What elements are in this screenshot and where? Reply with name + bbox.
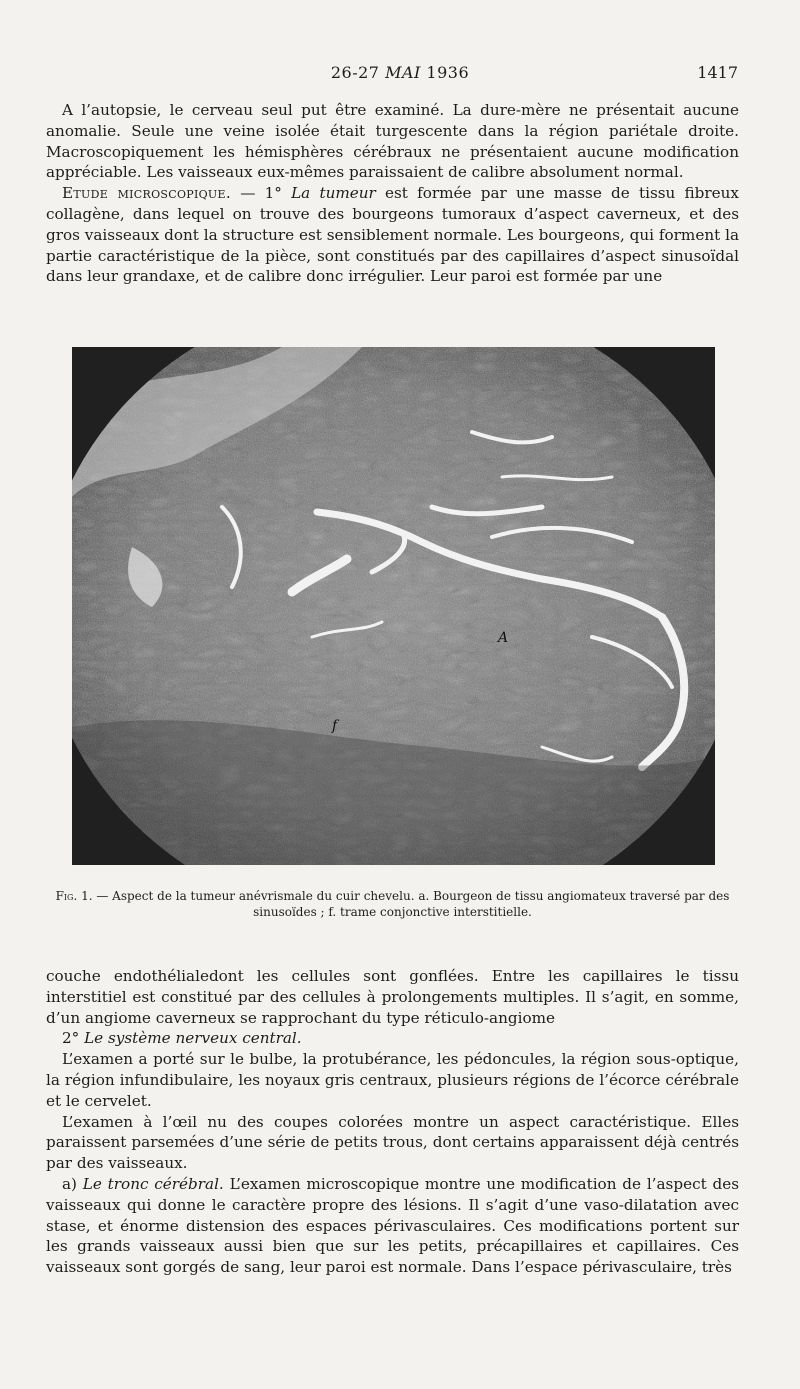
paragraph-naked-eye: L’examen à l’œil nu des coupes colorées montre un aspect caractéristique. Elles paraissent parsemées d’une série de petits trous, dont certains apparaissent déjà centrés par des vaisseaux.: [46, 1112, 739, 1173]
brainstem-letter: a): [62, 1174, 83, 1193]
subheading-number: 2°: [62, 1029, 85, 1048]
paragraph-autopsy: A l’autopsie, le cerveau seul put être examiné. La dure-mère ne présentait aucune anomalie. Seule une veine isolée était turgescente dans la région pariétale droite. Macroscopiquement les hémisphères cérébraux ne présentaient aucune modification appréciable. Les vaisseaux eux-mêmes paraissaient de calibre absolument normal.: [46, 101, 739, 182]
micrograph-image: [72, 347, 715, 865]
caption-text: Aspect de la tumeur anévrismale du cuir chevelu. a. Bourgeon de tissu angiomateux traversé par des sinusoïdes ; f. trame conjonctive interstitielle.: [112, 889, 730, 919]
subheading-tumor: La tumeur: [291, 184, 376, 203]
micrograph-figure: [72, 347, 715, 865]
brainstem-text: L’examen microscopique montre une modification de l’aspect des vaisseaux qui donne le caractère propre des lésions. Il s’agit d’une vaso-dilatation avec stase, et énorme distension des espaces périvasculaires. Ces modifications portent sur les grands vaisseaux aussi bien que sur les petits, précapillaires et capillaires. Ces vaisseaux sont gorgés de sang, leur paroi est normale. Dans l’espace périvasculaire, très: [46, 1174, 739, 1277]
figure-label-a: A: [498, 630, 509, 646]
paragraph-microscopic-study: [46, 183, 739, 287]
header-month: MAI: [385, 63, 421, 82]
header-date: [0, 63, 800, 82]
page-number: 1417: [697, 63, 738, 82]
heading-dash: — 1°: [230, 184, 292, 203]
header-year: 1936: [426, 63, 470, 82]
subheading-nervous-system: [46, 1028, 739, 1049]
body-text-bottom: [46, 966, 739, 1278]
paragraph-brainstem: [46, 1174, 739, 1278]
brainstem-title: Le tronc cérébral.: [82, 1174, 224, 1193]
paragraph-endothelial: couche endothélialedont les cellules sont gonflées. Entre les capillaires le tissu interstitiel est constitué par des cellules à prolongements multiples. Il s’agit, en somme, d’un angiome caverneux se rapprochant du type réticulo-angiome: [46, 967, 739, 1027]
paragraph-examined-regions: L’examen a porté sur le bulbe, la protubérance, les pédoncules, la région sous-optique, la région infundibulaire, les noyaux gris centraux, plusieurs régions de l’écorce cérébrale et le cervelet.: [46, 1050, 739, 1110]
caption-dash: —: [92, 889, 113, 903]
figure-label-f: f: [332, 718, 338, 734]
caption-figure-number: Fig. 1.: [55, 889, 93, 903]
section-heading: Etude microscopique.: [62, 184, 231, 203]
header-date-prefix: 26-27: [330, 63, 380, 82]
paragraph-tumor-text: est formée par une masse de tissu fibreux collagène, dans lequel on trouve des bourgeons tumoraux d’aspect caverneux, et des gros vaisseaux dont la structure est sensiblement normale. Les bourgeons, qui forment la partie caractéristique de la pièce, sont constitués par des capillaires d’aspect sinusoïdal dans leur grandaxe, et de calibre donc irrégulier. Leur paroi est formée par une: [46, 184, 739, 286]
subheading-nervous-system-title: Le système nerveux central.: [84, 1029, 302, 1048]
figure-caption: [46, 888, 739, 920]
body-text-top: [46, 100, 739, 287]
running-header: [0, 63, 800, 85]
